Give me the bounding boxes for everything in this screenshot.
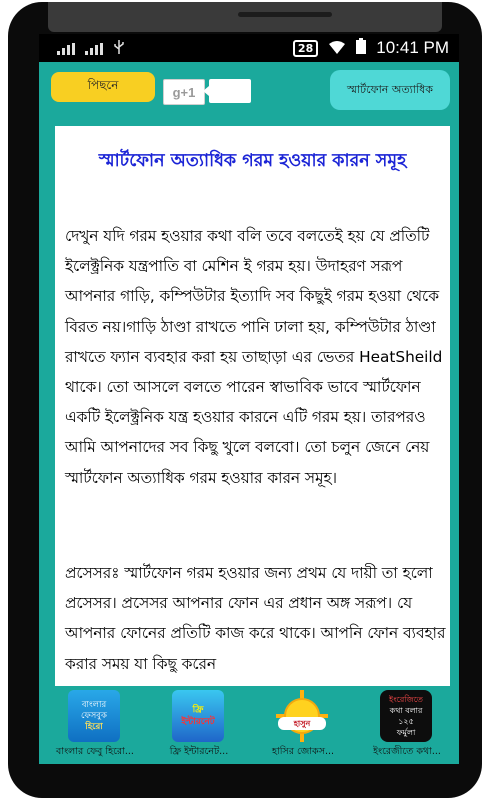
- status-icons-left: [57, 40, 125, 57]
- article-webview[interactable]: [55, 126, 450, 686]
- app-label: ইংরেজীতে কথা...: [373, 746, 441, 757]
- status-bar: [39, 34, 459, 62]
- phone-speaker: [238, 12, 332, 17]
- notification-badge: 28: [293, 40, 318, 57]
- article-paragraph: দেখুন যদি গরম হওয়ার কথা বলি তবে বলতেই হয় যে প্রতিটি ইলেক্ট্রনিক যন্ত্রপাতি বা মেশিন ই গরম হয়। উদাহরণ সরূপ আপনার গাড়ি, কম্পিউটার ইত্যাদি সব কিছুই গরম হওয়া থেকে বিরত নয়।গাড়ি ঠাণ্ডা রাখতে পানি ঢালা হয়, কম্পিউটার ঠাণ্ডা রাখতে ফ্যান ব্যবহার করা হয় তাছাড়া এর ভেতর HeatSheild থাকে। তো আসলে বলতে পারেন স্বাভাবিক ভাবে স্মার্টফোন একটি ইলেক্ট্রনিক যন্ত্র হওয়ার কারনে এটি গরম হয়। তারপরও আমি আপনাদের সব কিছু খুলে বলবো। তো চলুন জেনে নেয় স্মার্টফোন অত্যাধিক গরম হওয়ার কারন সমূহ।: [65, 227, 443, 487]
- app-label: হাসির জোকস...: [271, 746, 335, 757]
- app-tile-jokes[interactable]: [251, 686, 355, 764]
- google-plus-count-bubble: [209, 79, 251, 103]
- back-button[interactable]: পিছনে: [51, 72, 155, 102]
- signal-bars-icon: [57, 43, 75, 55]
- signal-bars-icon: [85, 43, 103, 55]
- status-clock: 10:41 PM: [376, 38, 449, 57]
- phone-top-edge: [48, 2, 442, 32]
- phone-frame: [8, 2, 482, 798]
- article-title: স্মার্টফোন অত্যাধিক গরম হওয়ার কারন সমূহ: [98, 151, 407, 171]
- google-plus-one-button[interactable]: g+1: [163, 79, 205, 105]
- app-tile-free-internet[interactable]: [147, 686, 251, 764]
- wifi-icon: [328, 39, 346, 58]
- status-icons-right: [293, 38, 449, 58]
- toolbar: [39, 62, 459, 122]
- app-tile-facebook-hero[interactable]: [43, 686, 147, 764]
- battery-icon: [356, 38, 366, 58]
- article-paragraph: প্রসেসরঃ স্মার্টফোন গরম হওয়ার জন্য প্রথম যে দায়ী তা হলো প্রসেসর। প্রসেসর আপনার ফোন এর প্রধান অঙ্গ সরূপ। যে আপনার ফোনের প্রতিটি কাজ করে থাকে। আপনি ফোন ব্যবহার করার সময় যা কিছু করেন: [65, 564, 446, 673]
- english-formula-app-icon: ইংরেজিতে কথা বলার ১২৫ ফর্মুলা: [380, 690, 432, 742]
- promoted-apps-bar: [39, 686, 459, 764]
- topic-tag-button[interactable]: স্মার্টফোন অত্যাধিক: [330, 70, 450, 110]
- screen: [39, 34, 459, 764]
- app-label: ফ্রি ইন্টারনেট...: [169, 746, 229, 757]
- free-internet-app-icon: ফ্রি ইন্টারনেট: [172, 690, 224, 742]
- app-label: বাংলার ফেবু হিরো...: [56, 746, 134, 757]
- sun-jokes-app-icon: হাসুন: [276, 690, 328, 742]
- app-tile-english-speaking[interactable]: [355, 686, 459, 764]
- usb-icon: [113, 40, 125, 57]
- facebook-hero-app-icon: বাংলার ফেসবুক হিরো: [68, 690, 120, 742]
